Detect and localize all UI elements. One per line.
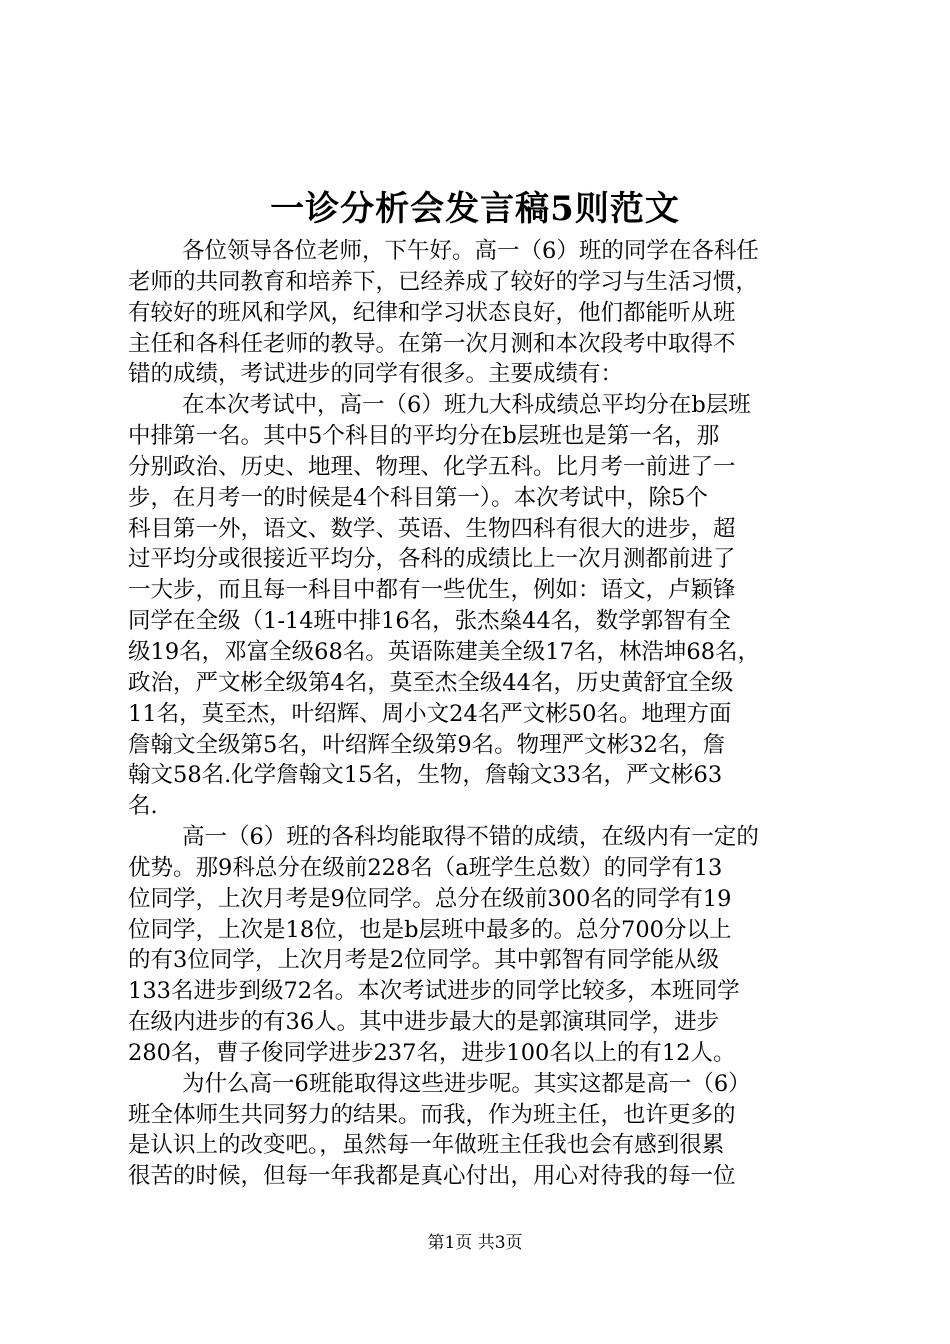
- text-line: 280名，曹子俊同学进步237名，进步100名以上的有12人。: [128, 1039, 736, 1066]
- text-line: 在级内进步的有36人。其中进步最大的是郭演琪同学，进步: [128, 1009, 720, 1036]
- text-line: 同学在全级（1-14班中排16名，张杰燊44名，数学郭智有全: [128, 608, 731, 635]
- paragraph-3: [128, 822, 833, 1069]
- text-line: 位同学，上次是18位，也是b层班中最多的。总分700分以上: [128, 916, 732, 943]
- text-line: 步，在月考一的时候是4个科目第一）。本次考试中，除5个: [128, 484, 708, 511]
- text-line: 老师的共同教育和培养下，已经养成了较好的学习与生活习惯，: [128, 268, 759, 295]
- text-line: 名.: [128, 793, 158, 820]
- text-line: 级19名，邓富全级68名。英语陈建美全级17名，林浩坤68名，: [128, 638, 761, 665]
- text-line: 错的成绩，考试进步的同学有很多。主要成绩有：: [128, 361, 624, 388]
- text-line: 过平均分或很接近平均分，各科的成绩比上一次月测都前进了: [128, 546, 736, 573]
- text-line: 中排第一名。其中5个科目的平均分在b层班也是第一名，那: [128, 423, 720, 450]
- text-line: 是认识上的改变吧。，虽然每一年做班主任我也会有感到很累: [128, 1132, 725, 1159]
- text-line: 高一（6）班的各科均能取得不错的成绩，在级内有一定的: [182, 824, 759, 851]
- text-line: 班全体师生共同努力的结果。而我，作为班主任，也许更多的: [128, 1101, 736, 1128]
- text-line: 很苦的时候，但每一年我都是真心付出，用心对待我的每一位: [128, 1163, 736, 1190]
- paragraph-4: [128, 1069, 833, 1192]
- text-line: 为什么高一6班能取得这些进步呢。其实这都是高一（6）: [182, 1070, 751, 1097]
- text-line: 各位领导各位老师，下午好。高一（6）班的同学在各科任: [182, 238, 759, 264]
- text-line: 有较好的班风和学风，纪律和学习状态良好，他们都能听从班: [128, 299, 736, 326]
- paragraph-1: [128, 236, 833, 390]
- text-line: 科目第一外，语文、数学、英语、生物四科有很大的进步，超: [128, 515, 736, 542]
- paragraph-2: [128, 390, 833, 822]
- text-line: 位同学，上次月考是9位同学。总分在级前300名的同学有19: [128, 885, 732, 912]
- document-body: [128, 236, 833, 1192]
- text-line: 133名进步到级72名。本次考试进步的同学比较多，本班同学: [128, 978, 740, 1005]
- text-line: 詹翰文全级第5名，叶绍辉全级第9名。物理严文彬32名，詹: [128, 731, 726, 758]
- text-line: 的有3位同学，上次月考是2位同学。其中郭智有同学能从级: [128, 947, 720, 974]
- text-line: 分别政治、历史、地理、物理、化学五科。比月考一前进了一: [128, 453, 736, 480]
- text-line: 主任和各科任老师的教导。在第一次月测和本次段考中取得不: [128, 330, 736, 357]
- text-line: 11名，莫至杰，叶绍辉、周小文24名严文彬50名。地理方面: [128, 700, 732, 727]
- text-line: 优势。那9科总分在级前228名（a班学生总数）的同学有13: [128, 854, 723, 881]
- text-line: 翰文58名.化学詹翰文15名，生物，詹翰文33名，严文彬63: [128, 762, 723, 789]
- text-line: 政治，严文彬全级第4名，莫至杰全级44名，历史黄舒宜全级: [128, 669, 734, 696]
- text-line: 在本次考试中，高一（6）班九大科成绩总平均分在b层班: [182, 392, 751, 419]
- document-title: 一诊分析会发言稿5则范文: [270, 189, 680, 229]
- page-footer: 第1页 共3页: [427, 1233, 523, 1253]
- text-line: 一大步，而且每一科目中都有一些优生，例如：语文，卢颖锋: [128, 577, 736, 604]
